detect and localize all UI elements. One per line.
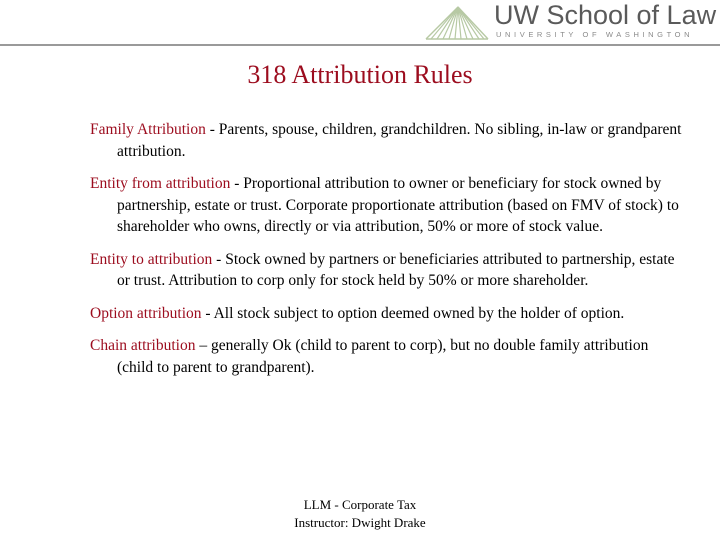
rule-term: Family Attribution: [90, 121, 206, 138]
rule-text: - Proportional attribution to owner or beneficiary for stock owned by partnership, estate or trust. Corporate proportionate attribution (based on FMV of stock) to shareholder who owns, directly or via attribution, 50% or more of stock value.: [117, 175, 679, 235]
rule-entity-from-attribution: [90, 173, 686, 238]
rule-term: Entity from attribution: [90, 175, 231, 192]
rule-family-attribution: [90, 119, 686, 162]
rule-text: – generally Ok (child to parent to corp), but no double family attribution (child to parent to grandparent).: [117, 337, 649, 376]
rule-entity-to-attribution: [90, 249, 686, 292]
attribution-rules-list: [90, 119, 686, 389]
rule-term: Option attribution: [90, 304, 202, 322]
slide-title: 318 Attribution Rules: [247, 60, 473, 89]
rule-chain-attribution: [90, 335, 686, 378]
rule-text: - All stock subject to option deemed owned by the holder of option.: [201, 304, 625, 322]
logo-subline: UNIVERSITY OF WASHINGTON: [496, 30, 694, 39]
slide-footer: [0, 496, 720, 532]
header-divider: [0, 44, 720, 46]
logo-mark-icon: [424, 6, 490, 40]
rule-text: - Stock owned by partners or beneficiaries attributed to partnership, estate or trust. Attribution to corp only for stock held by 50% or more shareholder.: [117, 250, 675, 289]
rule-term: Entity to attribution: [90, 250, 213, 268]
rule-term: Chain attribution: [90, 337, 196, 354]
footer-course: LLM - Corporate Tax: [303, 497, 417, 512]
rule-text: - Parents, spouse, children, grandchildren. No sibling, in-law or grandparent attribution.: [117, 121, 682, 160]
logo-wordmark: UW School of Law: [494, 0, 717, 30]
uw-law-logo: [424, 0, 717, 40]
footer-instructor: Instructor: Dwight Drake: [294, 515, 426, 530]
rule-option-attribution: [90, 303, 686, 325]
